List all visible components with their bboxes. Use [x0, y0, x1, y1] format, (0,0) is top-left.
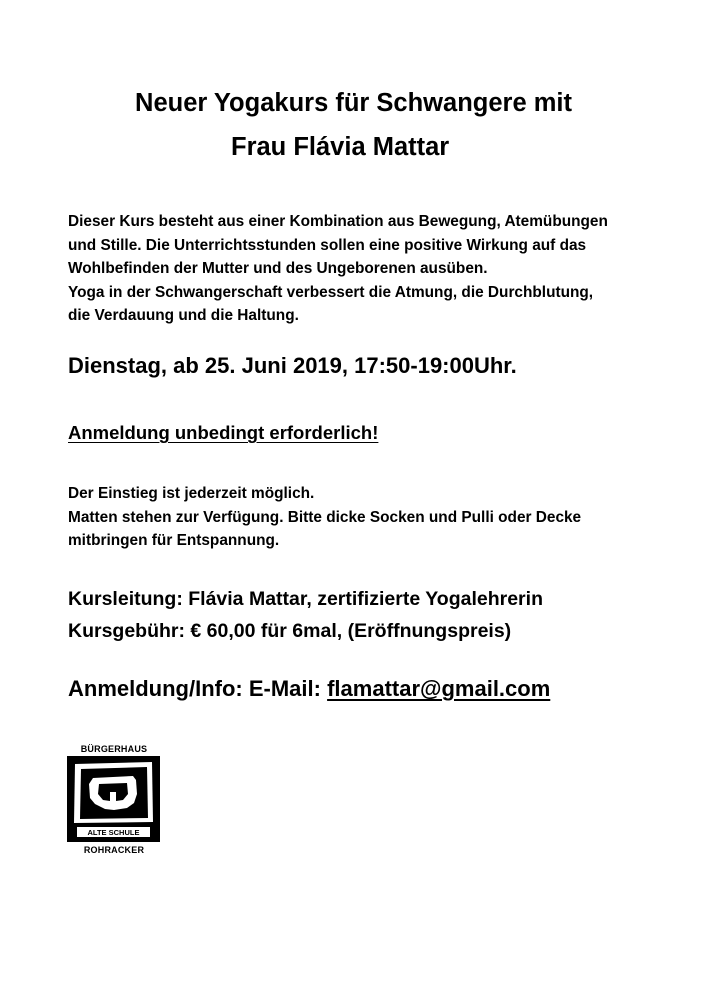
logo-bottom-text: ROHRACKER: [83, 845, 145, 855]
buergerhaus-logo: [64, 744, 164, 856]
details-line: Matten stehen zur Verfügung. Bitte dicke Socken und Pulli oder Decke: [68, 508, 582, 526]
course-details: [68, 482, 581, 553]
logo-top-text: BÜRGERHAUS: [80, 744, 148, 754]
page-title-line-2: Frau Flávia Mattar: [231, 133, 450, 161]
page-title-line-1: Neuer Yogakurs für Schwangere mit: [135, 89, 572, 117]
details-line: mitbringen für Entspannung.: [68, 532, 280, 550]
description-line: und Stille. Die Unterrichtsstunden sollen eine positive Wirkung auf das: [68, 236, 587, 254]
contact-line: [68, 676, 550, 702]
email-link[interactable]: flamattar@gmail.com: [327, 676, 551, 701]
contact-label: Anmeldung/Info: E-Mail:: [68, 676, 328, 701]
logo-inner-text: ALTE SCHULE: [87, 828, 140, 837]
course-info: [68, 583, 543, 647]
schedule-text: Dienstag, ab 25. Juni 2019, 17:50-19:00Uhr.: [68, 353, 517, 378]
description-line: Dieser Kurs besteht aus einer Kombination aus Bewegung, Atemübungen: [68, 213, 608, 230]
course-leader: Kursleitung: Flávia Mattar, zertifizierte Yogalehrerin: [68, 588, 543, 610]
description-line: Wohlbefinden der Mutter und des Ungeborenen ausüben.: [68, 260, 488, 278]
description-line: die Verdauung und die Haltung.: [68, 307, 299, 325]
course-description: [68, 210, 608, 328]
description-line: Yoga in der Schwangerschaft verbessert die Atmung, die Durchblutung,: [68, 283, 594, 301]
building-icon: [67, 756, 160, 842]
registration-notice: Anmeldung unbedingt erforderlich!: [68, 422, 379, 443]
course-fee: Kursgebühr: € 60,00 für 6mal, (Eröffnungspreis): [68, 620, 512, 642]
details-line: Der Einstieg ist jederzeit möglich.: [68, 485, 315, 502]
logo-emblem: [67, 756, 160, 842]
